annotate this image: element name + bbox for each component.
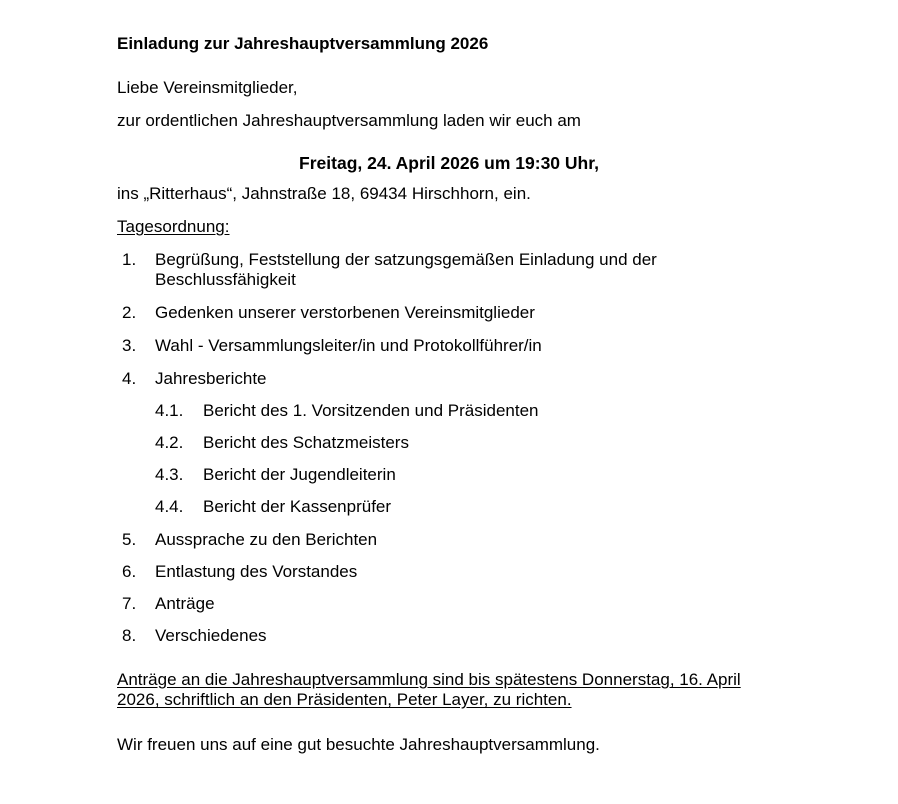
agenda-text: Jahresberichte [155, 369, 267, 388]
agenda-number: 7. [122, 594, 137, 613]
closing-line: Wir freuen uns auf eine gut besuchte Jahreshauptversammlung. [117, 735, 600, 754]
agenda-number: 4. [122, 369, 137, 388]
agenda-number: 2. [122, 303, 137, 322]
agenda-heading: Tagesordnung: [117, 217, 230, 236]
intro-text: zur ordentlichen Jahreshauptversammlung laden wir euch am [117, 111, 581, 130]
agenda-number: 3. [122, 336, 137, 355]
agenda-number: 1. [122, 250, 137, 269]
subitem-number: 4.1. [155, 401, 184, 420]
agenda-text: Aussprache zu den Berichten [155, 530, 378, 549]
deadline-notice: Anträge an die Jahreshauptversammlung sind bis spätestens Donnerstag, 16. April 2026, schriftlich an den Präsidenten, Peter Layer, zu richten. [117, 670, 741, 709]
subitem-text: Bericht des 1. Vorsitzenden und Präsidenten [203, 401, 539, 420]
agenda-text: Anträge [155, 594, 215, 613]
subitem-number: 4.2. [155, 433, 184, 452]
document-title: Einladung zur Jahreshauptversammlung 2026 [117, 34, 489, 53]
agenda-number: 5. [122, 530, 137, 549]
subitem-text: Bericht der Jugendleiterin [203, 465, 396, 484]
subitem-number: 4.3. [155, 465, 184, 484]
agenda-text: Gedenken unserer verstorbenen Vereinsmitglieder [155, 303, 535, 322]
agenda-text: Entlastung des Vorstandes [155, 562, 358, 581]
salutation: Liebe Vereinsmitglieder, [117, 78, 298, 97]
agenda-text: Begrüßung, Feststellung der satzungsgemäßen Einladung und der Beschlussfähigkeit [155, 250, 657, 289]
subitem-text: Bericht des Schatzmeisters [203, 433, 409, 452]
agenda-number: 6. [122, 562, 137, 581]
subitem-number: 4.4. [155, 497, 184, 516]
agenda-text: Wahl - Versammlungsleiter/in und Protokollführer/in [155, 336, 542, 355]
meeting-location: ins „Ritterhaus“, Jahnstraße 18, 69434 Hirschhorn, ein. [117, 184, 531, 203]
meeting-date: Freitag, 24. April 2026 um 19:30 Uhr, [299, 153, 599, 173]
agenda-number: 8. [122, 626, 137, 645]
subitem-text: Bericht der Kassenprüfer [203, 497, 392, 516]
agenda-text: Verschiedenes [155, 626, 267, 645]
